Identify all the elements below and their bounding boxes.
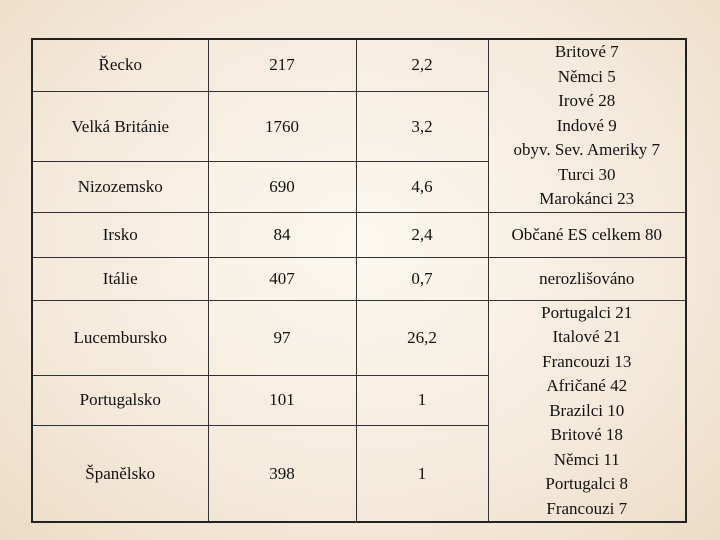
percent-cell: 3,2 (356, 91, 488, 161)
percent-cell: 1 (356, 375, 488, 425)
note-line: Afričané 42 (546, 376, 628, 395)
note-line: Irové 28 (558, 91, 616, 110)
note-line: Marokánci 23 (539, 189, 635, 208)
count-cell: 217 (208, 39, 356, 91)
percent-cell: 4,6 (356, 162, 488, 212)
note-line: Portugalci 21 (541, 302, 633, 322)
country-cell: Portugalsko (32, 375, 208, 425)
note-line: Britové 18 (550, 425, 623, 444)
note-line: Italové 21 (552, 327, 621, 346)
percent-cell: 26,2 (356, 300, 488, 375)
percent-cell: 1 (356, 426, 488, 522)
count-cell: 97 (208, 300, 356, 375)
count-cell: 84 (208, 212, 356, 257)
note-line: obyv. Sev. Ameriky 7 (513, 140, 661, 159)
note-line: Portugalci 8 (545, 474, 629, 493)
country-cell: Velká Británie (32, 91, 208, 161)
country-cell: Irsko (32, 212, 208, 257)
note-line: Němci 11 (553, 449, 620, 469)
note-line: Indové 9 (556, 115, 617, 135)
count-cell: 1760 (208, 91, 356, 161)
note-line: Francouzi 13 (542, 351, 632, 371)
count-cell: 398 (208, 426, 356, 522)
notes-cell-italie: nerozlišováno (488, 257, 686, 300)
country-cell: Lucembursko (32, 300, 208, 375)
table-row (32, 212, 686, 257)
country-cell: Španělsko (32, 426, 208, 522)
notes-cell-irsko: Občané ES celkem 80 (488, 212, 686, 257)
country-cell: Nizozemsko (32, 162, 208, 212)
percent-cell: 2,4 (356, 212, 488, 257)
note-line: Němci 5 (557, 66, 616, 86)
percent-cell: 0,7 (356, 257, 488, 300)
table-row (32, 39, 686, 91)
country-cell: Řecko (32, 39, 208, 91)
note-line: Francouzi 7 (546, 498, 628, 518)
note-line: Britové 7 (554, 42, 619, 61)
notes-cell-group1 (488, 39, 686, 212)
data-table (31, 38, 687, 523)
table-row (32, 300, 686, 375)
table-row (32, 257, 686, 300)
count-cell: 690 (208, 162, 356, 212)
count-cell: 407 (208, 257, 356, 300)
note-line: Brazilci 10 (549, 400, 625, 420)
note-line: Turci 30 (558, 164, 616, 184)
notes-cell-group2 (488, 300, 686, 522)
country-cell: Itálie (32, 257, 208, 300)
percent-cell: 2,2 (356, 39, 488, 91)
count-cell: 101 (208, 375, 356, 425)
